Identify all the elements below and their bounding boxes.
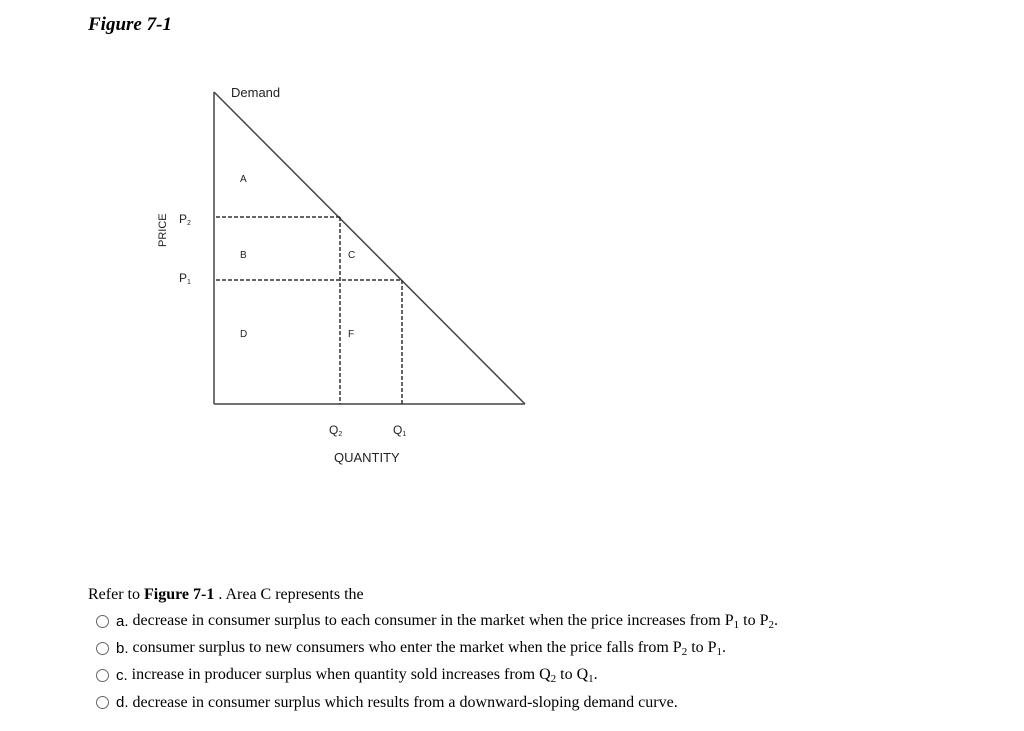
answer-option-a[interactable] (96, 608, 778, 635)
area-b-label: B (240, 250, 247, 261)
radio-button-icon[interactable] (96, 642, 109, 655)
option-letter: c. (116, 667, 128, 684)
answer-option-b[interactable] (96, 635, 778, 662)
price-axis-label: PRICE (157, 213, 169, 247)
area-a-label: A (240, 174, 247, 185)
p1-label: P1 (179, 271, 191, 286)
option-letter: d. (116, 694, 129, 711)
demand-curve (214, 92, 525, 404)
answer-option-c[interactable] (96, 662, 778, 689)
question-prefix: Refer to (88, 586, 144, 603)
answer-option-d[interactable] (96, 689, 778, 716)
option-text: consumer surplus to new consumers who enter the market when the price falls from $P_2$ to $P_1$. (132, 639, 727, 658)
answer-options (96, 608, 778, 716)
option-letter: b. (116, 640, 129, 657)
area-d-label: D (240, 329, 248, 340)
option-text: decrease in consumer surplus to each consumer in the market when the price increases from $P_1$ to $P_2$. (132, 612, 778, 631)
figure-title: Figure 7-1 (88, 14, 172, 35)
area-c-label: C (348, 250, 356, 261)
radio-button-icon[interactable] (96, 615, 109, 628)
option-text: increase in producer surplus when quantity sold increases from $Q_2$ to $Q_1$. (131, 666, 598, 685)
demand-label: Demand (231, 85, 281, 100)
quantity-axis-label: QUANTITY (334, 450, 400, 465)
option-letter: a. (116, 613, 129, 630)
radio-button-icon[interactable] (96, 696, 109, 709)
q2-label: Q2 (329, 423, 343, 438)
p2-label: P2 (179, 212, 191, 227)
question-figure-ref: Figure 7-1 (143, 586, 215, 603)
question-stem (88, 586, 364, 604)
q1-label: Q1 (393, 423, 407, 438)
option-text: decrease in consumer surplus which results from a downward-sloping demand curve. (132, 693, 678, 711)
area-f-label: F (348, 329, 355, 340)
question-suffix: . Area C represents the (214, 586, 364, 603)
radio-button-icon[interactable] (96, 669, 109, 682)
